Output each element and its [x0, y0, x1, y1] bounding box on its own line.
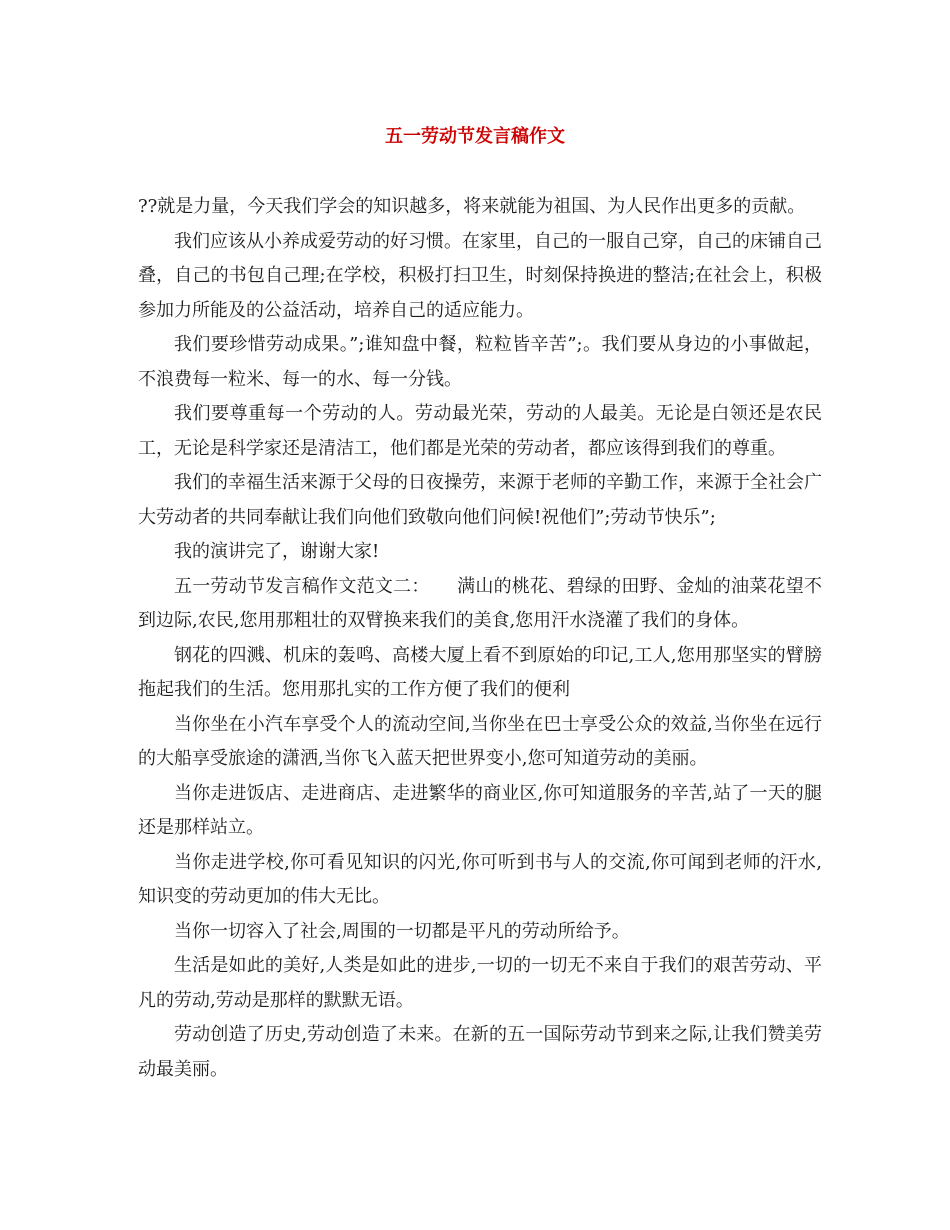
- paragraph-1: ??就是力量，今天我们学会的知识越多，将来就能为祖国、为人民作出更多的贡献。: [138, 196, 806, 217]
- paragraph-2: 我们应该从小养成爱劳动的好习惯。在家里，自己的一服自己穿，自己的床铺自己叠，自己的书包自己理;在学校，积极打扫卫生，时刻保持换进的整洁;在社会上，积极参加力所能及的公益活动，培养自己的适应能力。: [138, 230, 822, 321]
- page-title: 五一劳动节发言稿作文: [385, 126, 565, 147]
- document-body: [138, 190, 822, 1087]
- paragraph-7: 五一劳动节发言稿作文范文二： 满山的桃花、碧绿的田野、金灿的油菜花望不到边际,农民,您用那粗壮的双臂换来我们的美食,您用汗水浇灌了我们的身体。: [138, 575, 822, 631]
- paragraph-3: 我们要珍惜劳动成果。”;谁知盘中餐，粒粒皆辛苦”;。我们要从身边的小事做起，不浪费每一粒米、每一的水、每一分钱。: [138, 334, 822, 390]
- paragraph-14: 劳动创造了历史,劳动创造了未来。在新的五一国际劳动节到来之际,让我们赞美劳动最美丽。: [138, 1024, 822, 1080]
- paragraph-9: 当你坐在小汽车享受个人的流动空间,当你坐在巴士享受公众的效益,当你坐在远行的大船享受旅途的潇洒,当你飞入蓝天把世界变小,您可知道劳动的美丽。: [138, 713, 822, 769]
- paragraph-6: 我的演讲完了，谢谢大家!: [174, 541, 380, 562]
- paragraph-12: 当你一切容入了社会,周围的一切都是平凡的劳动所给予。: [174, 920, 630, 942]
- paragraph-10: 当你走进饭店、走进商店、走进繁华的商业区,你可知道服务的辛苦,站了一天的腿还是那样站立。: [138, 782, 822, 838]
- paragraph-8: 钢花的四溅、机床的轰鸣、高楼大厦上看不到原始的印记,工人,您用那坚实的臂膀拖起我们的生活。您用那扎实的工作方便了我们的便利: [138, 644, 822, 700]
- paragraph-11: 当你走进学校,你可看见知识的闪光,你可听到书与人的交流,你可闻到老师的汗水,知识变的劳动更加的伟大无比。: [138, 851, 822, 907]
- paragraph-13: 生活是如此的美好,人类是如此的进步,一切的一切无不来自于我们的艰苦劳动、平凡的劳动,劳动是那样的默默无语。: [138, 955, 822, 1011]
- paragraph-5: 我们的幸福生活来源于父母的日夜操劳，来源于老师的辛勤工作，来源于全社会广大劳动者的共同奉献让我们向他们致敬向他们问候!祝他们”;劳动节快乐”;: [138, 472, 822, 528]
- paragraph-4: 我们要尊重每一个劳动的人。劳动最光荣，劳动的人最美。无论是白领还是农民工，无论是科学家还是清洁工，他们都是光荣的劳动者，都应该得到我们的尊重。: [138, 403, 822, 459]
